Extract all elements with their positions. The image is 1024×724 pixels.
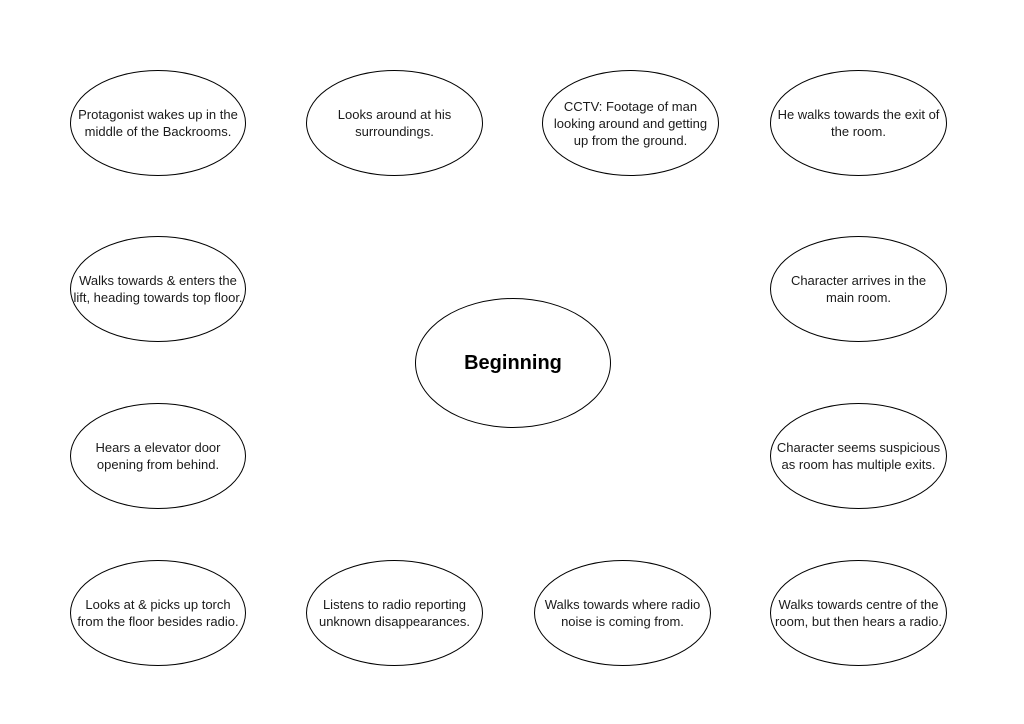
node-protagonist-wakes-up[interactable] <box>70 70 246 176</box>
node-label: Walks towards where radio noise is coming from. <box>544 597 701 629</box>
node-label: Hears a elevator door opening from behind. <box>95 440 221 472</box>
node-label: Walks towards centre of the room, but then hears a radio. <box>775 597 942 629</box>
center-node-label: Beginning <box>464 351 562 374</box>
node-arrives-main-room[interactable] <box>770 236 947 342</box>
node-label: Looks at & picks up torch from the floor besides radio. <box>77 597 239 629</box>
node-picks-up-torch[interactable] <box>70 560 246 666</box>
node-label: Protagonist wakes up in the middle of the Backrooms. <box>78 107 238 139</box>
node-label: Character arrives in the main room. <box>790 273 927 305</box>
center-node-beginning[interactable] <box>415 298 611 428</box>
node-enters-lift[interactable] <box>70 236 246 342</box>
node-label: Walks towards & enters the lift, heading towards top floor. <box>73 273 243 305</box>
node-looks-around[interactable] <box>306 70 483 176</box>
node-hears-elevator-door[interactable] <box>70 403 246 509</box>
node-walks-to-radio-noise[interactable] <box>534 560 711 666</box>
node-cctv-footage[interactable] <box>542 70 719 176</box>
node-walks-to-exit[interactable] <box>770 70 947 176</box>
node-label: CCTV: Footage of man looking around and getting up from the ground. <box>553 98 708 148</box>
node-label: He walks towards the exit of the room. <box>777 107 940 139</box>
node-multiple-exits[interactable] <box>770 403 947 509</box>
node-label: Looks around at his surroundings. <box>337 107 452 139</box>
node-listens-to-radio[interactable] <box>306 560 483 666</box>
node-label: Character seems suspicious as room has multiple exits. <box>776 440 941 472</box>
node-walks-to-centre[interactable] <box>770 560 947 666</box>
node-label: Listens to radio reporting unknown disappearances. <box>318 597 471 629</box>
